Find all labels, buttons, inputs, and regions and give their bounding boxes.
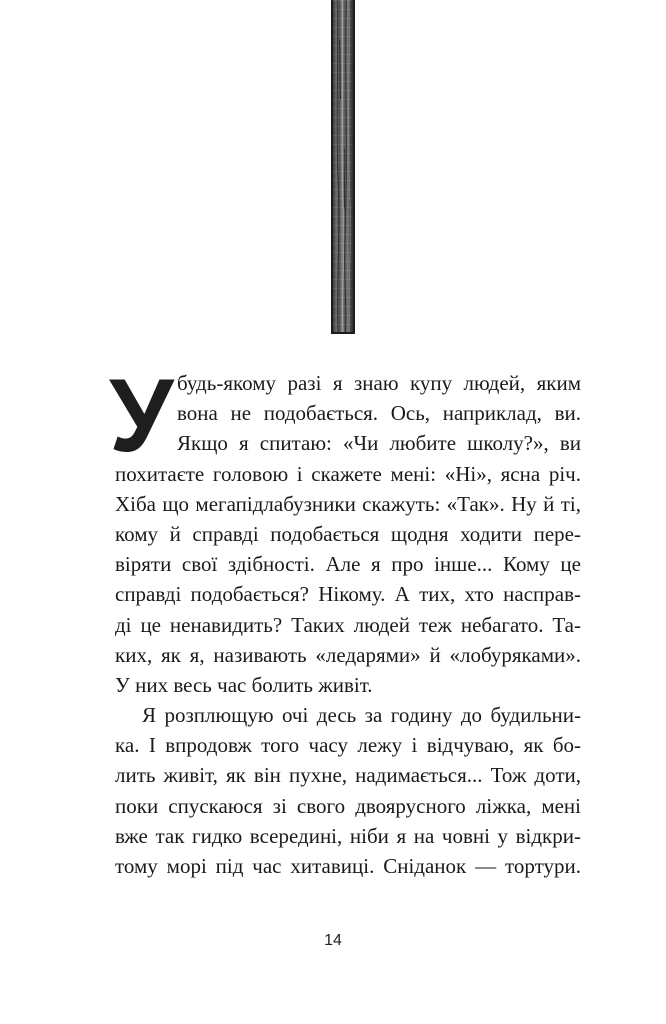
text-line: ді це ненавидить? Таких людей теж небагато. Та- [115,612,581,637]
text-line: Я розплющую очі десь за годину до будильни- [142,703,581,728]
text-line: віряти свої здібності. Але я про інше... Кому це [115,552,581,577]
text-line: похитаєте головою і скажете мені: «Ні», ясна річ. [115,461,581,486]
text-line: Хіба що мегапідлабузники скажуть: «Так». Ну й ті, [115,491,581,516]
wood-grain-icon [333,0,353,332]
body-text [109,358,581,881]
text-line: ка. І впродовж того часу лежу і відчуваю, як бо- [115,733,581,758]
drop-cap: У [109,358,174,474]
text-line: Якщо я спитаю: «Чи любите школу?», ви [177,431,581,456]
page-number: 14 [324,932,342,949]
text-line: кому й справді подобається щодня ходити пере- [115,521,581,546]
text-line: У них весь час болить живіт. [115,672,373,697]
text-line: вже так гидко всередині, ніби я на човні у відкри- [115,823,581,848]
chapter-ornament-bar [331,0,355,334]
text-line: ких, як я, називають «ледарями» й «лобуряками». [115,642,581,667]
text-line: поки спускаюся зі свого двоярусного ліжка, мені [115,793,581,818]
text-line: тому морі під час хитавиці. Сніданок — тортури. [115,854,581,878]
text-line: вона не подобається. Ось, наприклад, ви. [177,401,581,426]
text-line: лить живіт, як він пухне, надимається... Тож доти, [115,763,581,788]
text-line: справді подобається? Нікому. А тих, хто насправ- [115,582,581,607]
text-line: будь-якому разі я знаю купу людей, яким [177,371,581,395]
